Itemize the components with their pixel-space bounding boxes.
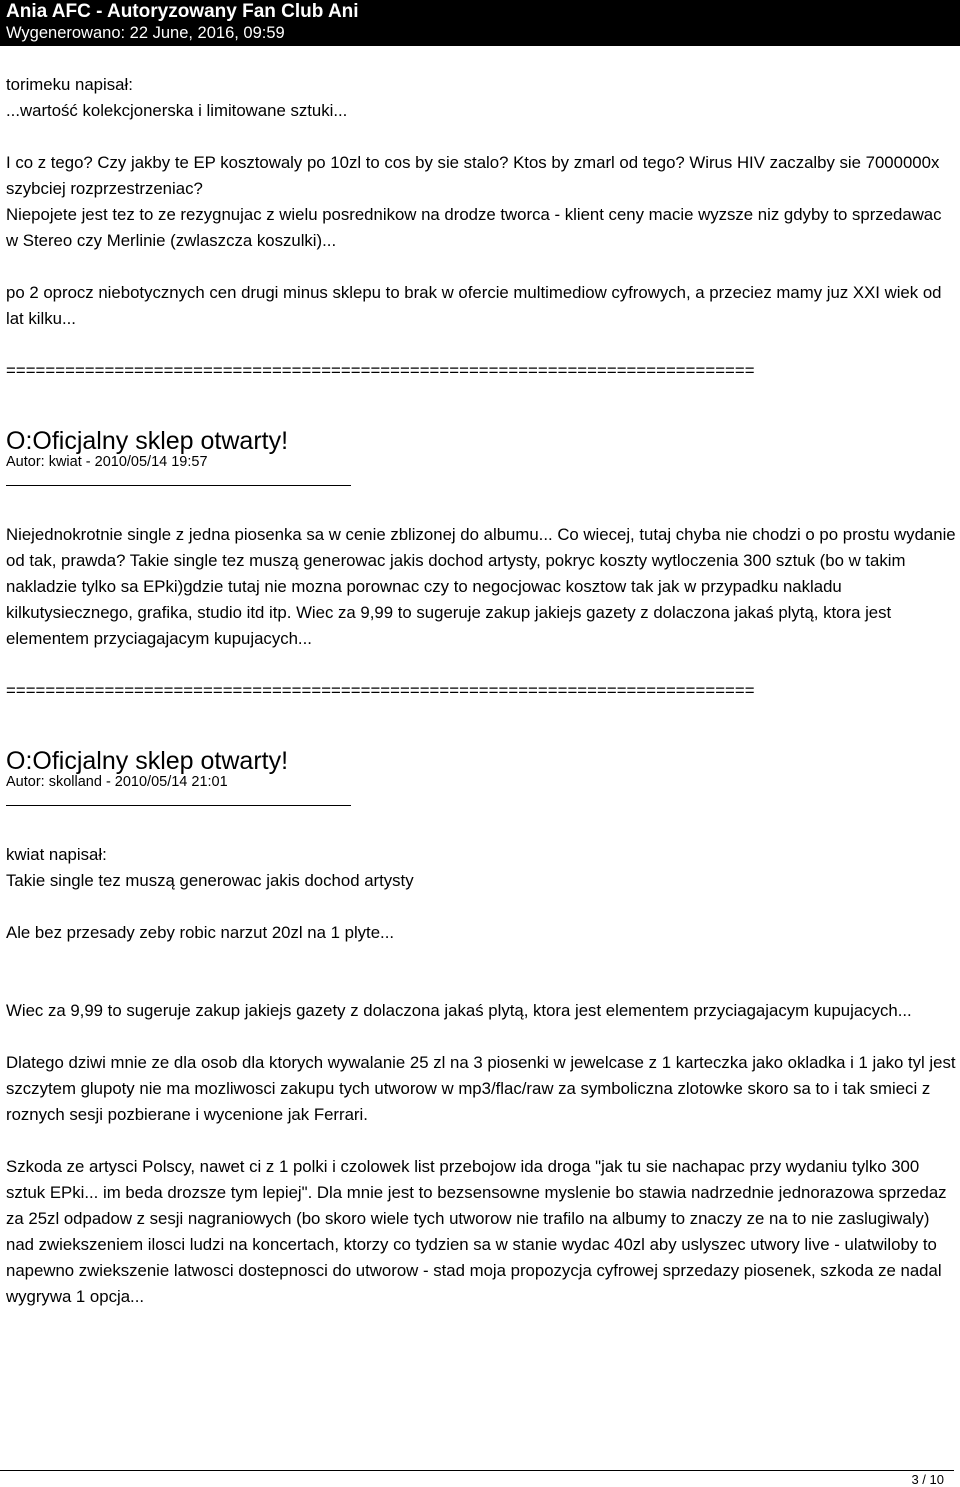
quote-author: kwiat napisał: bbox=[6, 845, 107, 864]
page-number: 3 / 10 bbox=[911, 1472, 944, 1487]
quote-author: torimeku napisał: bbox=[6, 75, 133, 94]
quote-text: ...wartość kolekcjonerska i limitowane sztuki... bbox=[6, 101, 348, 120]
post-paragraph: Wiec za 9,99 to sugeruje zakup jakiejs gazety z dolaczona jakaś plytą, ktora jest elementem przyciagajacym kupujacych... bbox=[6, 1001, 912, 1020]
thread-content bbox=[6, 72, 958, 1310]
post-paragraph: I co z tego? Czy jakby te EP kosztowaly po 10zl to cos by sie stalo? Ktos by zmarl od tego? Wirus HIV zaczalby sie 7000000x szybciej rozprzestrzeniac? bbox=[6, 153, 940, 198]
post-title: O:Oficjalny sklep otwarty! bbox=[6, 747, 289, 775]
page-header bbox=[0, 0, 960, 46]
post-paragraph: Szkoda ze artysci Polscy, nawet ci z 1 polki i czolowek list przebojow ida droga "jak tu sie nachapac przy wydaniu tylko 300 sztuk EPki... im beda drozsze tym lepiej". Dla mnie jest to bezsensowne myslenie bo stawia nadrzednie jednorazowa sprzedaz za 25zl odpadow z sesji nagraniowych (bo skoro wiele tych utworow nie trafilo na albumy to znaczy ze na to nie zaslugiwaly) nad zwiekszeniem ilosci ludzi na koncertach, ktorzy co tydzien sa w stanie wydac 40zl aby uslyszec utwory live - ulatwiloby to napewno zwiekszenie latwosci dostepnosci do utworow - stad moja propozycja cyfrowej sprzedazy piosenek, szkoda ze nadal wygrywa 1 opcja... bbox=[6, 1157, 947, 1306]
generated-date: Wygenerowano: 22 June, 2016, 09:59 bbox=[6, 24, 285, 42]
post-meta: Autor: skolland - 2010/05/14 21:01 bbox=[6, 774, 228, 790]
post-paragraph: Dlatego dziwi mnie ze dla osob dla ktorych wywalanie 25 zl na 3 piosenki w jewelcase z 1 karteczka jako okladka i 1 jako tyl jest szczytem glupoty nie ma mozliwosci zakupu tych utworow w mp3/flac/raw za symboliczna zlotowke skoro sa to i tak smieci z roznych sesji pozbierane i wycenione jak Ferrari. bbox=[6, 1053, 956, 1124]
post-paragraph: Ale bez przesady zeby robic narzut 20zl na 1 plyte... bbox=[6, 923, 395, 942]
post-meta: Autor: kwiat - 2010/05/14 19:57 bbox=[6, 454, 208, 470]
footer-divider bbox=[0, 1470, 954, 1471]
post-title: O:Oficjalny sklep otwarty! bbox=[6, 427, 289, 455]
site-title: Ania AFC - Autoryzowany Fan Club Ani bbox=[6, 1, 359, 22]
post-paragraph: Niepojete jest tez to ze rezygnujac z wielu posrednikow na drodze tworca - klient ceny macie wyzsze niz gdyby to sprzedawac w Stereo czy Merlinie (zwlaszcza koszulki)... bbox=[6, 205, 942, 250]
post-divider bbox=[6, 805, 351, 806]
post-paragraph: po 2 oprocz niebotycznych cen drugi minus sklepu to brak w ofercie multimediow cyfrowych, a przeciez mamy juz XXI wiek od lat kilku... bbox=[6, 283, 942, 328]
post-separator: ============================================================================ bbox=[6, 681, 755, 700]
post-divider bbox=[6, 485, 351, 486]
quote-text: Takie single tez muszą generowac jakis dochod artysty bbox=[6, 871, 414, 890]
post-body: Niejednokrotnie single z jedna piosenka sa w cenie zblizonej do albumu... Co wiecej, tutaj chyba nie chodzi o po prostu wydanie od tak, prawda? Takie single tez muszą generowac jakis dochod artysty, pokryc koszty wytloczenia 300 sztuk (bo w takim nakladzie tylko sa EPki)gdzie tutaj nie mozna porownac czy to negocjowac kosztow tak jak w przypadku nakladu kilkutysiecznego, grafika, studio itd itp. Wiec za 9,99 to sugeruje zakup jakiejs gazety z dolaczona jakaś plytą, ktora jest elementem przyciagajacym kupujacych... bbox=[6, 525, 956, 648]
post-separator: ============================================================================ bbox=[6, 361, 755, 380]
